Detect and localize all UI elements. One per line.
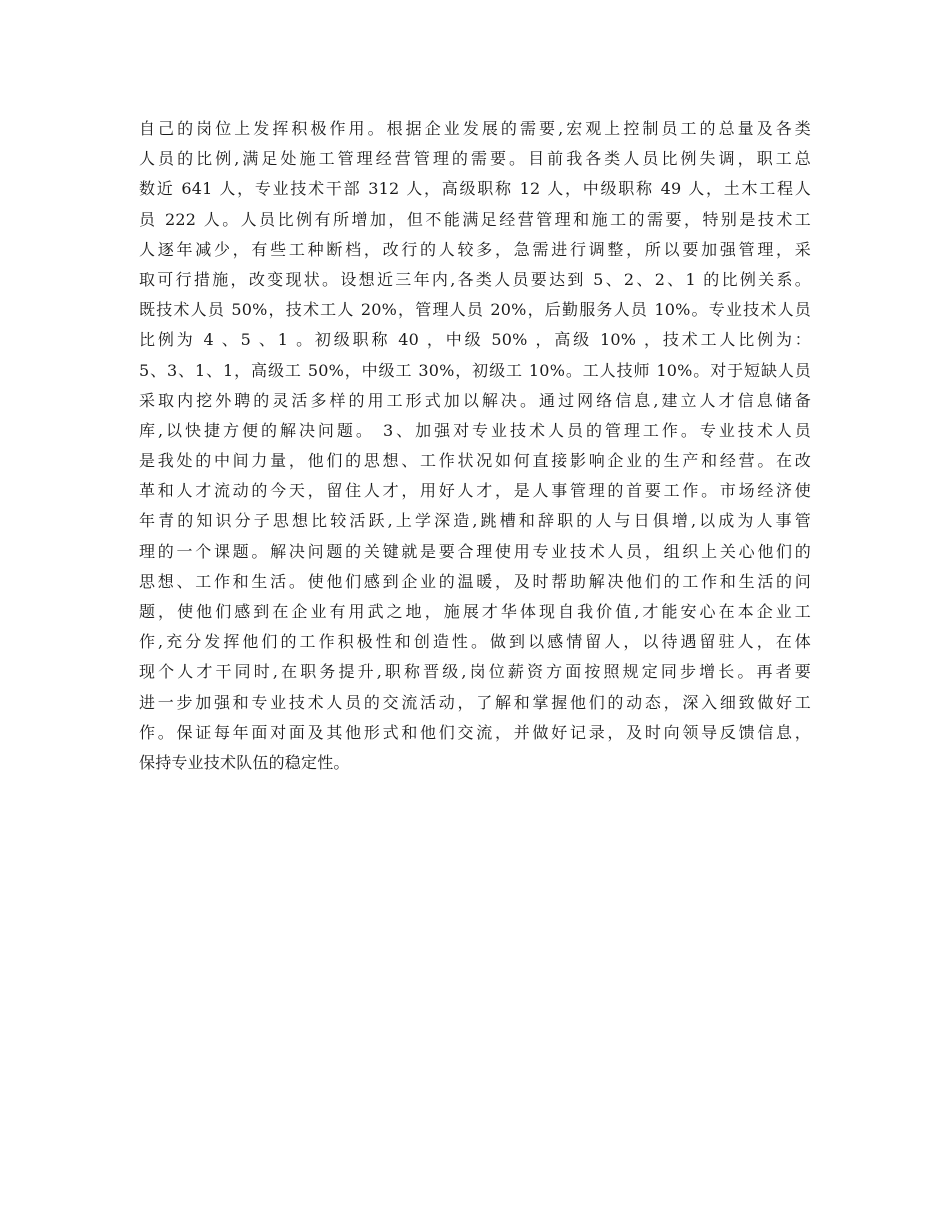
text-line: 数近 641 人，专业技术干部 312 人，高级职称 12 人，中级职称 49 人，土木工程人 <box>139 179 811 199</box>
text-line: 5、3、1、1，高级工 50%，中级工 30%，初级工 10%。工人技师 10%。对于短缺人员 <box>139 360 811 380</box>
text-line: 进一步加强和专业技术人员的交流活动，了解和掌握他们的动态，深入细致做好工 <box>139 692 811 712</box>
text-line: 作。保证每年面对面及其他形式和他们交流，并做好记录，及时向领导反馈信息， <box>139 722 811 742</box>
text-line: 人逐年减少，有些工种断档，改行的人较多，急需进行调整，所以要加强管理，采 <box>139 239 811 259</box>
body-paragraph <box>139 114 811 778</box>
text-line: 革和人才流动的今天，留住人才，用好人才，是人事管理的首要工作。市场经济使 <box>139 481 811 501</box>
text-line: 题，使他们感到在企业有用武之地，施展才华体现自我价值,才能安心在本企业工 <box>139 602 811 621</box>
text-line: 人员的比例,满足处施工管理经营管理的需要。目前我各类人员比例失调，职工总 <box>139 149 811 169</box>
text-line: 比例为 4 、5 、1 。初级职称 40 ，中级 50% ，高级 10% ，技术工人比例为： <box>139 330 811 350</box>
text-line: 作,充分发挥他们的工作积极性和创造性。做到以感情留人，以待遇留驻人，在体 <box>139 632 811 652</box>
text-line: 既技术人员 50%，技术工人 20%，管理人员 20%，后勤服务人员 10%。专业技术人员 <box>139 300 811 320</box>
text-line: 员 222 人。人员比例有所增加，但不能满足经营管理和施工的需要，特别是技术工 <box>139 209 811 229</box>
text-line: 思想、工作和生活。使他们感到企业的温暖，及时帮助解决他们的工作和生活的问 <box>139 571 811 591</box>
text-line: 库,以快捷方便的解决问题。 3、加强对专业技术人员的管理工作。专业技术人员 <box>139 420 811 440</box>
text-line: 年青的知识分子思想比较活跃,上学深造,跳槽和辞职的人与日俱增,以成为人事管 <box>139 511 811 531</box>
text-line: 现个人才干同时,在职务提升,职称晋级,岗位薪资方面按照规定同步增长。再者要 <box>139 662 811 682</box>
text-line: 是我处的中间力量，他们的思想、工作状况如何直接影响企业的生产和经营。在改 <box>139 451 811 471</box>
text-line-last: 保持专业技术队伍的稳定性。 <box>139 752 350 772</box>
text-line: 理的一个课题。解决问题的关键就是要合理使用专业技术人员，组织上关心他们的 <box>139 541 811 561</box>
text-line: 取可行措施，改变现状。设想近三年内,各类人员要达到 5、2、2、1 的比例关系。 <box>139 269 811 289</box>
text-line: 自己的岗位上发挥积极作用。根据企业发展的需要,宏观上控制员工的总量及各类 <box>139 119 811 138</box>
text-line: 采取内挖外聘的灵活多样的用工形式加以解决。通过网络信息,建立人才信息储备 <box>139 390 811 410</box>
